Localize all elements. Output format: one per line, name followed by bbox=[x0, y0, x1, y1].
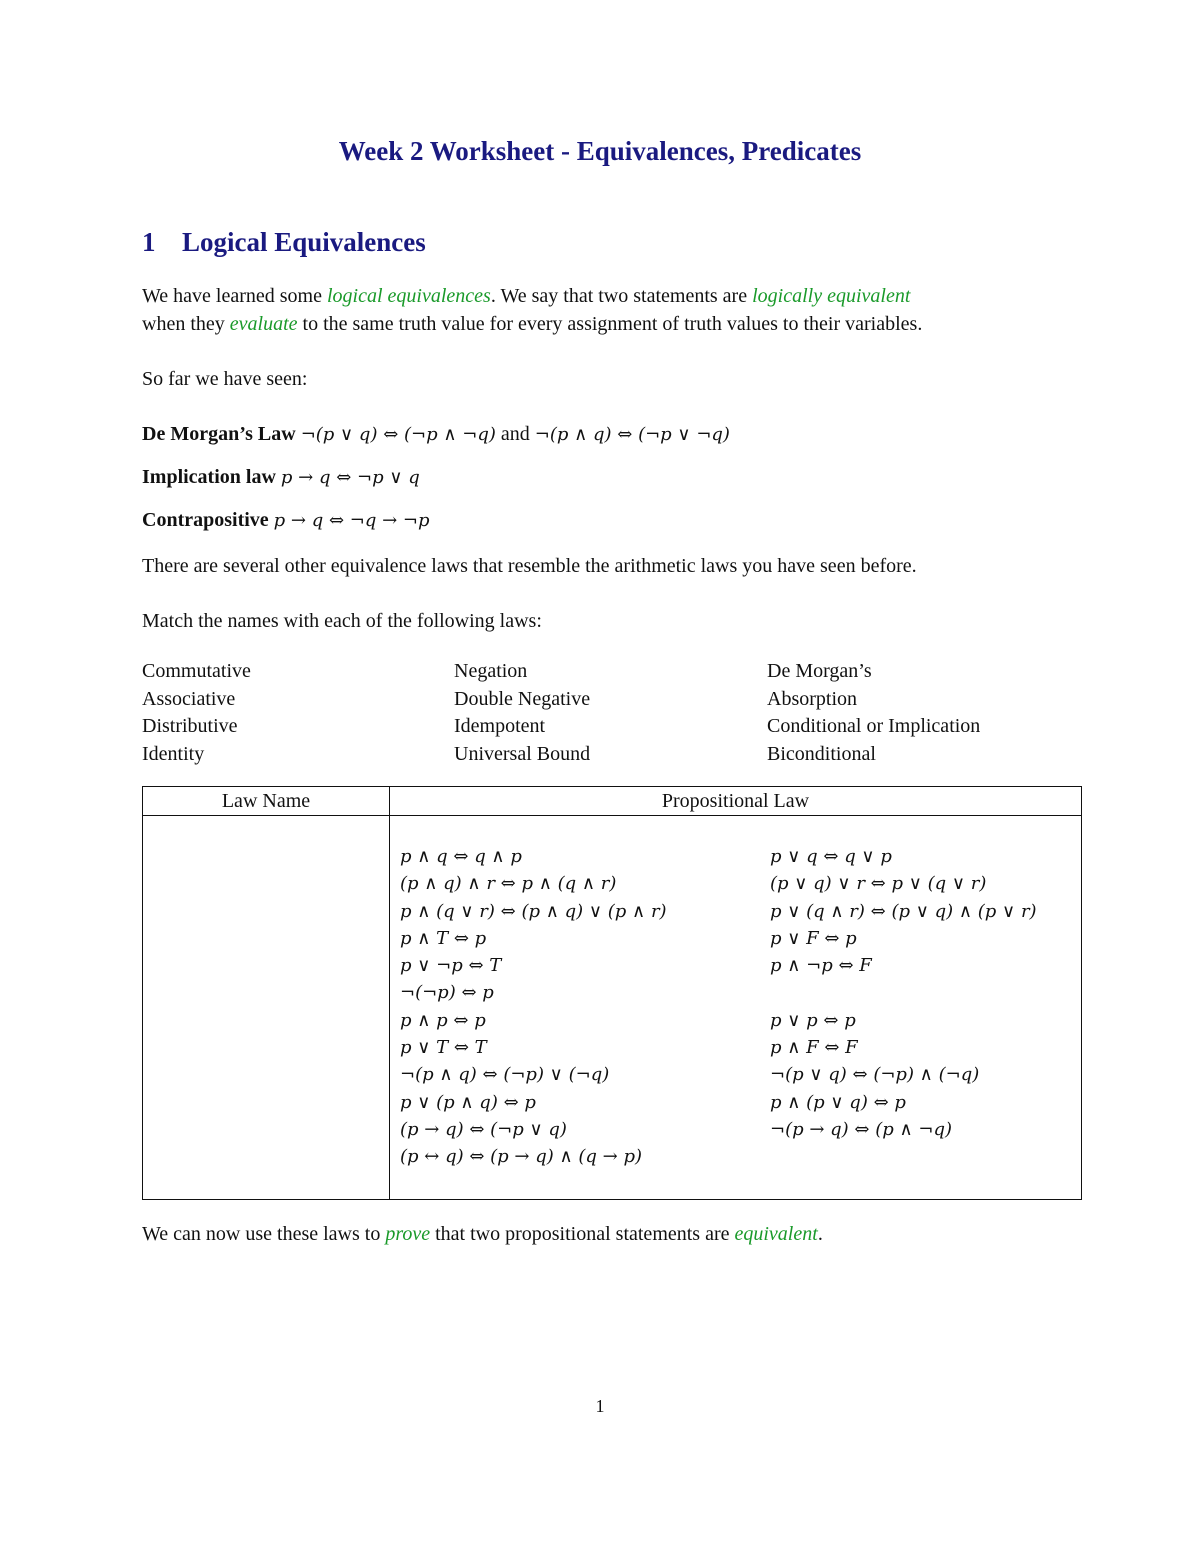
law-name-option: Biconditional bbox=[767, 742, 876, 765]
section-number: 1 bbox=[142, 227, 156, 257]
law-de-morgan bbox=[142, 420, 730, 449]
law-formula: (p ∧ q) ∧ r ⇔ p ∧ (q ∧ r) bbox=[400, 873, 617, 895]
law-formula: p ∨ (p ∧ q) ⇔ p bbox=[400, 1091, 536, 1113]
section-heading bbox=[142, 227, 426, 258]
law-joiner: and bbox=[495, 423, 535, 445]
law-formula: p ∧ q ⇔ q ∧ p bbox=[400, 846, 522, 867]
emphasis-evaluate: evaluate bbox=[229, 313, 298, 335]
text-run: . We say that two statements are bbox=[490, 285, 753, 307]
law-formula: (p ∨ q) ∨ r ⇔ p ∨ (q ∨ r) bbox=[770, 873, 987, 895]
section-title: Logical Equivalences bbox=[182, 227, 426, 257]
page-title: Week 2 Worksheet - Equivalences, Predicates bbox=[338, 136, 862, 166]
law-formula: ¬(p → q) ⇔ (p ∧ ¬q) bbox=[770, 1118, 953, 1140]
law-formula: p ∧ F ⇔ F bbox=[770, 1037, 858, 1059]
match-prompt: Match the names with each of the following laws: bbox=[142, 610, 542, 632]
names-column-3 bbox=[767, 658, 980, 768]
law-name-option: Idempotent bbox=[454, 715, 546, 737]
text-run: We have learned some bbox=[142, 285, 327, 307]
law-expression: p → q ⇔ ¬p ∨ q bbox=[280, 467, 420, 488]
law-formula: ¬(p ∧ q) ⇔ (¬p) ∨ (¬q) bbox=[400, 1064, 610, 1086]
law-name-option: Distributive bbox=[142, 715, 238, 737]
law-expression: ¬(p ∨ q) ⇔ (¬p ∧ ¬q) bbox=[300, 424, 496, 445]
text-run: . bbox=[817, 1223, 823, 1245]
law-name-option: Commutative bbox=[142, 660, 251, 682]
law-name: De Morgan’s Law bbox=[142, 423, 296, 445]
propositional-laws-cell bbox=[390, 816, 1082, 1200]
law-formula: p ∧ (p ∨ q) ⇔ p bbox=[770, 1091, 906, 1113]
law-formula: p ∨ p ⇔ p bbox=[770, 1009, 856, 1031]
closing-paragraph bbox=[142, 1220, 823, 1248]
law-expression: ¬(p ∧ q) ⇔ (¬p ∨ ¬q) bbox=[534, 424, 730, 445]
law-formula: p ∧ (q ∨ r) ⇔ (p ∧ q) ∨ (p ∧ r) bbox=[400, 900, 667, 922]
text-run: when they bbox=[142, 313, 230, 335]
names-column-2 bbox=[454, 658, 590, 768]
law-name: Contrapositive bbox=[142, 509, 269, 531]
so-far-text: So far we have seen: bbox=[142, 368, 308, 390]
text-run: to the same truth value for every assignment of truth values to their variables. bbox=[297, 313, 923, 335]
law-name-option: Identity bbox=[142, 742, 205, 765]
law-name-option: Universal Bound bbox=[454, 742, 591, 765]
emphasis-logical-equivalences: logical equivalences bbox=[326, 285, 491, 307]
law-name-option: Double Negative bbox=[454, 687, 591, 710]
law-name-answer-cell[interactable] bbox=[143, 816, 390, 1200]
emphasis-prove: prove bbox=[385, 1223, 431, 1245]
law-formula: (p → q) ⇔ (¬p ∨ q) bbox=[400, 1118, 567, 1140]
law-name-option: Associative bbox=[142, 687, 236, 710]
text-run: We can now use these laws to bbox=[142, 1223, 386, 1245]
several-other-text: There are several other equivalence laws that resemble the arithmetic laws you have seen before. bbox=[142, 555, 917, 577]
laws-left-column bbox=[400, 843, 667, 1171]
law-formula: (p ↔ q) ⇔ (p → q) ∧ (q → p) bbox=[400, 1146, 642, 1168]
law-formula: p ∨ q ⇔ q ∨ p bbox=[770, 846, 892, 867]
law-formula: p ∨ F ⇔ p bbox=[770, 927, 857, 949]
law-name-option: Conditional or Implication bbox=[767, 715, 981, 737]
law-formula: p ∨ T ⇔ T bbox=[400, 1037, 487, 1059]
law-name: Implication law bbox=[142, 466, 276, 488]
law-formula: p ∨ (q ∧ r) ⇔ (p ∨ q) ∧ (p ∨ r) bbox=[770, 900, 1037, 922]
law-formula: ¬(¬p) ⇔ p bbox=[400, 982, 494, 1004]
table-header-propositional-law: Propositional Law bbox=[390, 787, 1082, 816]
law-formula bbox=[770, 979, 1037, 1006]
emphasis-equivalent: equivalent bbox=[734, 1223, 818, 1245]
law-formula: p ∧ ¬p ⇔ F bbox=[770, 955, 872, 977]
intro-line-2 bbox=[142, 310, 922, 338]
law-contrapositive bbox=[142, 506, 430, 535]
law-implication bbox=[142, 463, 420, 492]
text-run: that two propositional statements are bbox=[430, 1223, 735, 1245]
law-formula: p ∧ T ⇔ p bbox=[400, 927, 487, 949]
law-name-option: Negation bbox=[454, 660, 528, 682]
law-name-option: De Morgan’s bbox=[767, 660, 872, 682]
laws-table bbox=[142, 786, 1082, 1200]
law-formula bbox=[770, 1143, 1037, 1170]
law-expression: p → q ⇔ ¬q → ¬p bbox=[273, 510, 430, 531]
intro-line-1 bbox=[142, 282, 922, 310]
law-formula: p ∧ p ⇔ p bbox=[400, 1009, 486, 1031]
page-number: 1 bbox=[595, 1396, 605, 1416]
table-header-law-name: Law Name bbox=[143, 787, 390, 816]
law-formula: p ∨ ¬p ⇔ T bbox=[400, 955, 502, 977]
laws-right-column bbox=[770, 843, 1037, 1171]
names-column-1 bbox=[142, 658, 251, 768]
intro-paragraph bbox=[142, 282, 922, 338]
law-name-option: Absorption bbox=[767, 687, 857, 710]
emphasis-logically-equivalent: logically equivalent bbox=[752, 285, 911, 307]
law-formula: ¬(p ∨ q) ⇔ (¬p) ∧ (¬q) bbox=[770, 1064, 980, 1086]
